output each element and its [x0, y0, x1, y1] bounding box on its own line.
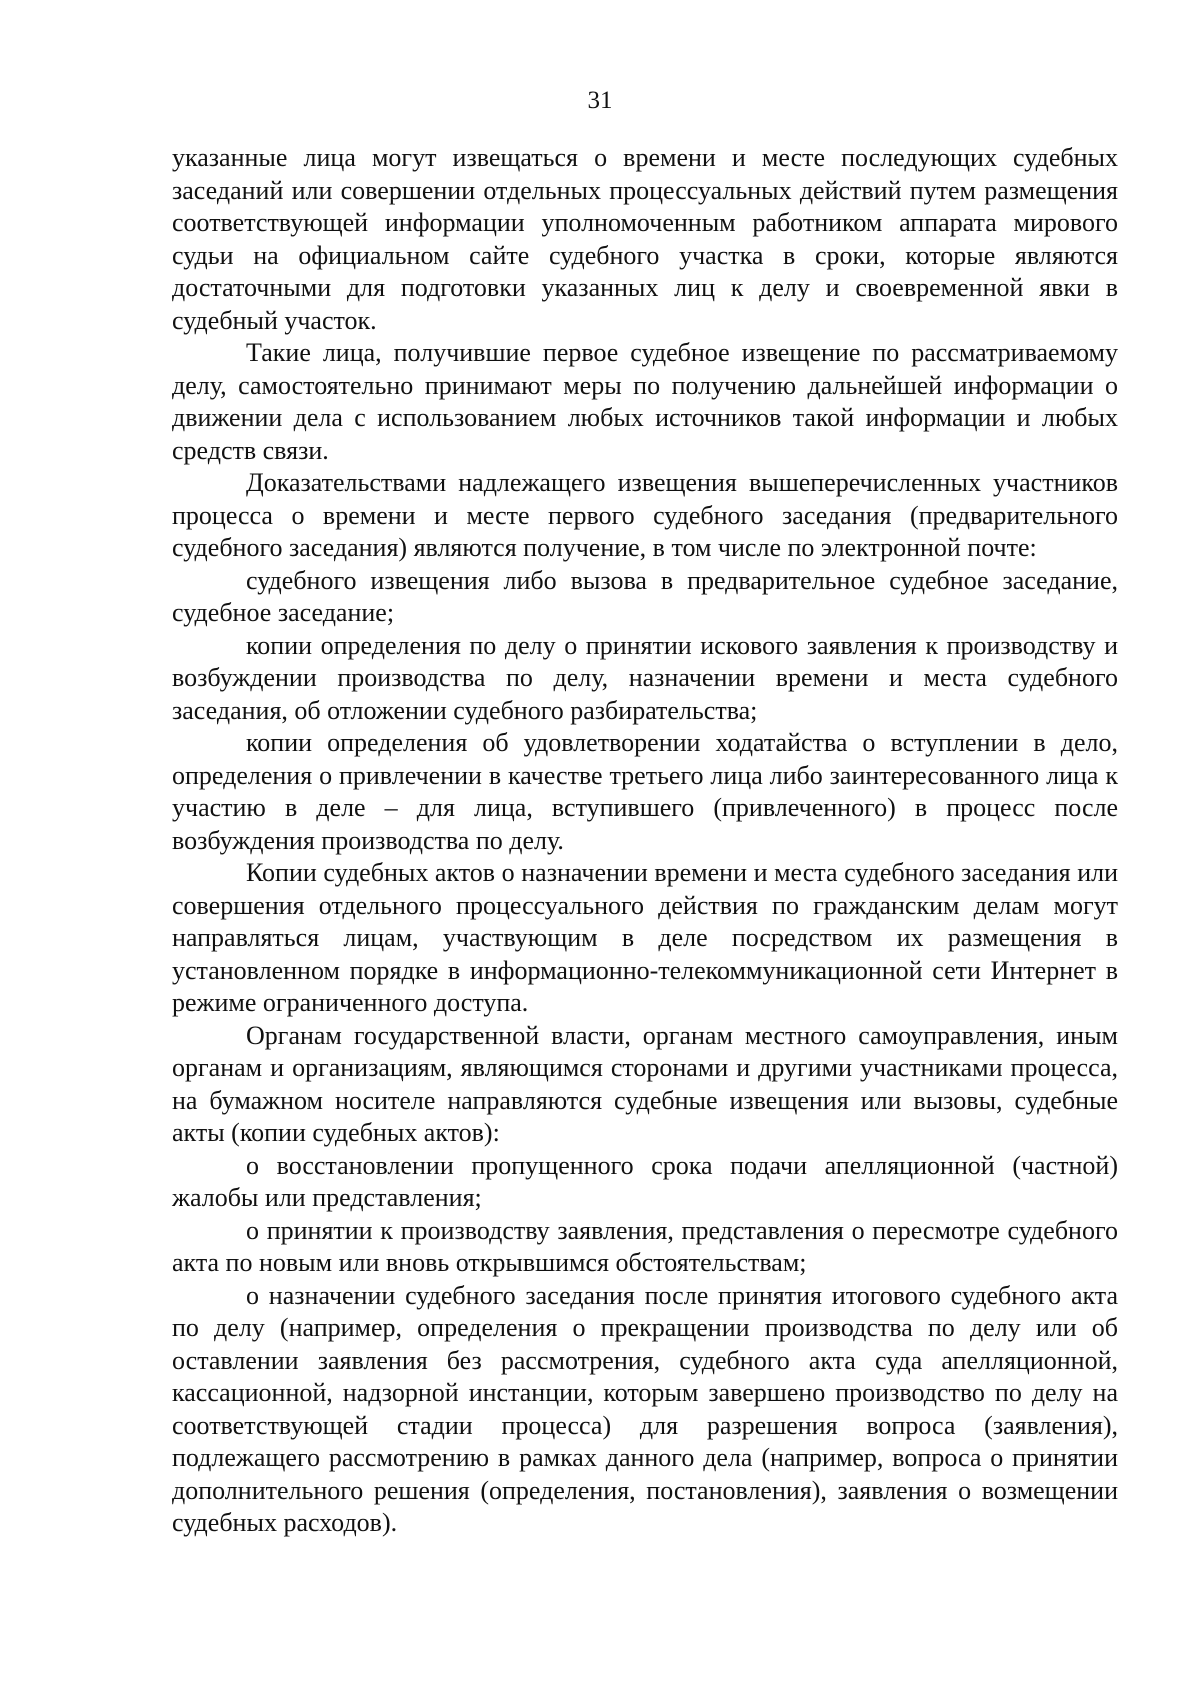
paragraph: о принятии к производству заявления, представления о пересмотре судебного акта по новым или вновь открывшимся обстоятельствам; [172, 1215, 1118, 1277]
paragraph: Органам государственной власти, органам местного самоуправления, иным органам и организациям, являющимся сторонами и другими участниками процесса, на бумажном носителе направляются судебные извещения или вызовы, судебные акты (копии судебных актов): [172, 1020, 1118, 1147]
paragraph: Такие лица, получившие первое судебное извещение по рассматриваемому делу, самостоятельно принимают меры по получению дальнейшей информации о движении дела с использованием любых источников такой информации и любых средств связи. [172, 338, 1118, 465]
page-number: 31 [587, 87, 613, 114]
paragraph: о назначении судебного заседания после принятия итогового судебного акта по делу (например, определения о прекращении производства по делу или об оставлении заявления без рассмотрения, судебного акта суда апелляционной, кассационной, надзорной инстанции, которым завершено производство по делу на соответствующей стадии процесса) для разрешения вопроса (заявления), подлежащего рассмотрению в рамках данного дела (например, вопроса о принятии дополнительного решения (определения, постановления), заявления о возмещении судебных расходов). [172, 1280, 1118, 1537]
paragraph: копии определения об удовлетворении ходатайства о вступлении в дело, определения о привлечении в качестве третьего лица либо заинтересованного лица к участию в деле – для лица, вступившего (привлеченного) в процесс после возбуждения производства по делу. [172, 728, 1118, 855]
paragraph: Копии судебных актов о назначении времени и места судебного заседания или совершения отдельного процессуального действия по гражданским делам могут направляться лицам, участвующим в деле посредством их размещения в установленном порядке в информационно-телекоммуникационной сети Интернет в режиме ограниченного доступа. [172, 858, 1118, 1017]
paragraph: копии определения по делу о принятии искового заявления к производству и возбуждении производства по делу, назначении времени и места судебного заседания, об отложении судебного разбирательства; [172, 630, 1118, 725]
paragraph: указанные лица могут извещаться о времени и месте последующих судебных заседаний или совершении отдельных процессуальных действий путем размещения соответствующей информации уполномоченным работником аппарата мирового судьи на официальном сайте судебного участка в сроки, которые являются достаточными для подготовки указанных лиц к делу и своевременной явки в судебный участок. [172, 143, 1118, 335]
paragraph: Доказательствами надлежащего извещения вышеперечисленных участников процесса о времени и месте первого судебного заседания (предварительного судебного заседания) являются получение, в том числе по электронной почте: [172, 468, 1118, 562]
paragraph: о восстановлении пропущенного срока подачи апелляционной (частной) жалобы или представления; [172, 1150, 1118, 1212]
paragraph: судебного извещения либо вызова в предварительное судебное заседание, судебное заседание; [172, 565, 1118, 627]
document-body [172, 142, 1118, 1540]
